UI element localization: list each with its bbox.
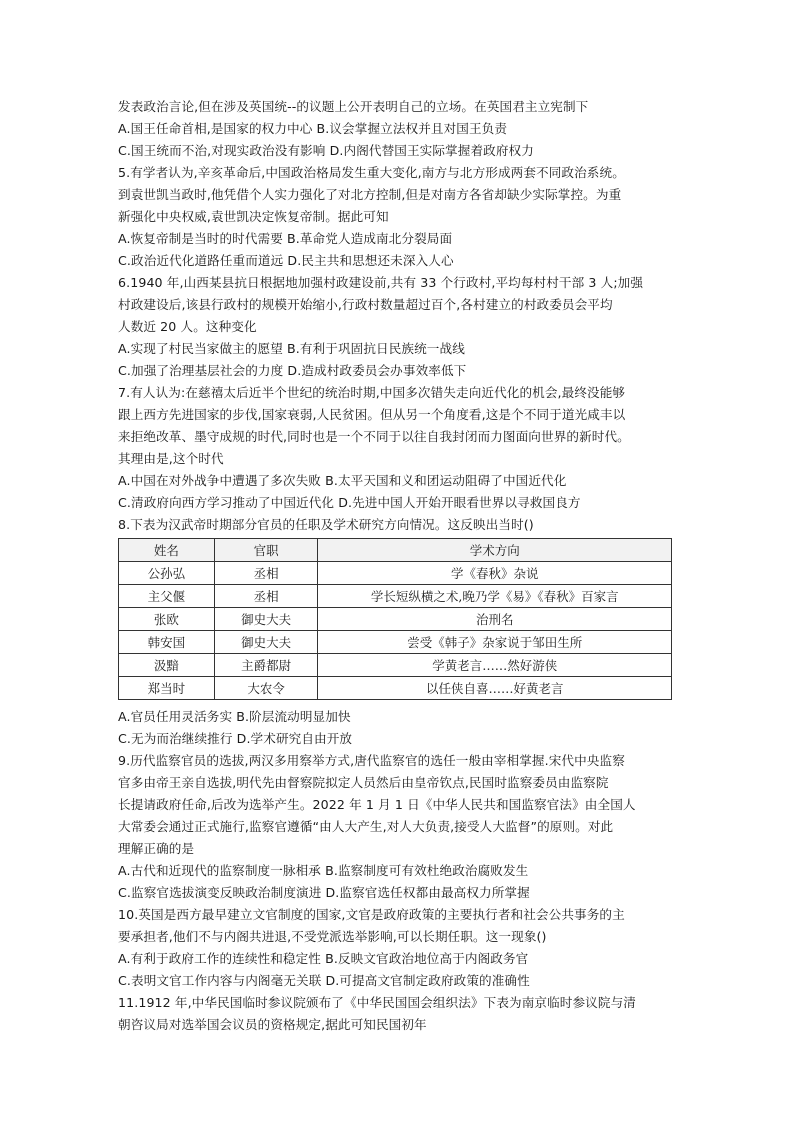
table-header-row [119, 539, 672, 562]
table-row [119, 631, 672, 654]
cell-academic: 学黄老言……然好游侠 [318, 654, 672, 677]
text-line: 官多由帝王亲自选拔,明代先由督察院拟定人员然后由皇帝钦点,民国时监察委员由监察院 [118, 775, 609, 790]
header-name: 姓名 [119, 539, 215, 562]
text-line: 朝咨议局对选举国会议员的资格规定,据此可知民国初年 [118, 1017, 427, 1032]
text-block-before-table [118, 96, 678, 536]
text-line: 5.有学者认为,辛亥革命后,中国政治格局发生重大变化,南方与北方形成两套不同政治系统。 [118, 165, 625, 180]
text-line: A.古代和近现代的监察制度一脉相承 B.监察制度可有效杜绝政治腐败发生 [118, 863, 529, 878]
table-row [119, 562, 672, 585]
text-line: C.加强了治理基层社会的力度 D.造成村政委员会办事效率低下 [118, 363, 467, 378]
cell-office: 丞相 [214, 585, 318, 608]
text-line: 来拒绝改革、墨守成规的时代,同时也是一个不同于以往自我封闭而力图面向世界的新时代。 [118, 429, 630, 444]
text-line: 要承担者,他们不与内阁共进退,不受党派选举影响,可以长期任职。这一现象() [118, 929, 547, 944]
cell-office: 主爵都尉 [214, 654, 318, 677]
text-line: 9.历代监察官员的选拔,两汉多用察举方式,唐代监察官的选任一般由宰相掌握.宋代中央监察 [118, 753, 625, 768]
text-line: 发表政治言论,但在涉及英国统--的议题上公开表明自己的立场。在英国君主立宪制下 [118, 99, 589, 114]
cell-name: 韩安国 [119, 631, 215, 654]
text-line: A.中国在对外战争中遭遇了多次失败 B.太平天国和义和团运动阻碍了中国近代化 [118, 473, 567, 488]
text-line: A.恢复帝制是当时的时代需要 B.革命党人造成南北分裂局面 [118, 231, 453, 246]
cell-name: 公孙弘 [119, 562, 215, 585]
cell-name: 郑当时 [119, 677, 215, 700]
text-line: C.国王统而不治,对现实政治没有影响 D.内阁代替国王实际掌握着政府权力 [118, 143, 534, 158]
table-row [119, 654, 672, 677]
document-page [118, 96, 678, 1036]
text-line: C.无为而治继续推行 D.学术研究自由开放 [118, 731, 353, 746]
text-line: 7.有人认为:在慈禧太后近半个世纪的统治时期,中国多次错失走向近代化的机会,最终没能够 [118, 385, 626, 400]
text-line: 村政建设后,该县行政村的规模开始缩小,行政村数量超过百个,各村建立的村政委员会平均 [118, 297, 613, 312]
text-line: 理解正确的是 [118, 841, 195, 856]
cell-office: 御史大夫 [214, 608, 318, 631]
cell-academic: 学《春秋》杂说 [318, 562, 672, 585]
text-line: A.官员任用灵活务实 B.阶层流动明显加快 [118, 709, 351, 724]
cell-name: 主父偃 [119, 585, 215, 608]
header-academic: 学术方向 [318, 539, 672, 562]
text-line: C.监察官选拔演变反映政治制度演进 D.监察官选任权都由最高权力所掌握 [118, 885, 530, 900]
text-line: 大常委会通过正式施行,监察官遵循“由人大产生,对人大负责,接受人大监督”的原则。对此 [118, 819, 614, 834]
cell-academic: 以任侠自喜……好黄老言 [318, 677, 672, 700]
text-line: 到袁世凯当政时,他凭借个人实力强化了对北方控制,但是对南方各省却缺少实际掌控。为重 [118, 187, 622, 202]
text-line: 其理由是,这个时代 [118, 451, 224, 466]
text-line: 跟上西方先进国家的步伐,国家衰弱,人民贫困。但从另一个角度看,这是个不同于道光咸丰以 [118, 407, 626, 422]
text-line: 11.1912 年,中华民国临时参议院颁布了《中华民国国会组织法》下表为南京临时参议院与清 [118, 995, 636, 1010]
text-line: C.政治近代化道路任重而道远 D.民主共和思想还未深入人心 [118, 253, 454, 268]
text-line: A.实现了村民当家做主的愿望 B.有利于巩固抗日民族统一战线 [118, 341, 465, 356]
cell-office: 御史大夫 [214, 631, 318, 654]
text-line: C.表明文官工作内容与内阁毫无关联 D.可提高文官制定政府政策的准确性 [118, 973, 530, 988]
text-line: 10.英国是西方最早建立文官制度的国家,文官是政府政策的主要执行者和社会公共事务的主 [118, 907, 625, 922]
text-line: C.清政府向西方学习推动了中国近代化 D.先进中国人开始开眼看世界以寻救国良方 [118, 495, 581, 510]
cell-academic: 治刑名 [318, 608, 672, 631]
text-line: A.有利于政府工作的连续性和稳定性 B.反映文官政治地位高于内阁政务官 [118, 951, 529, 966]
cell-office: 丞相 [214, 562, 318, 585]
text-block-after-table [118, 706, 678, 1036]
cell-office: 大农令 [214, 677, 318, 700]
text-line: 8.下表为汉武帝时期部分官员的任职及学术研究方向情况。这反映出当时() [118, 517, 534, 532]
table-row [119, 677, 672, 700]
text-line: 人数近 20 人。这种变化 [118, 319, 257, 334]
table-row [119, 585, 672, 608]
text-line: 6.1940 年,山西某县抗日根据地加强村政建设前,共有 33 个行政村,平均每村村干部 3 人;加强 [118, 275, 644, 290]
header-office: 官职 [214, 539, 318, 562]
text-line: A.国王任命首相,是国家的权力中心 B.议会掌握立法权并且对国王负责 [118, 121, 508, 136]
cell-academic: 学长短纵横之术,晚乃学《易》《春秋》百家言 [318, 585, 672, 608]
text-line: 新强化中央权威,袁世凯决定恢复帝制。据此可知 [118, 209, 389, 224]
officials-table [118, 538, 672, 700]
table-row [119, 608, 672, 631]
cell-name: 张欧 [119, 608, 215, 631]
cell-name: 汲黯 [119, 654, 215, 677]
text-line: 长提请政府任命,后改为选举产生。2022 年 1 月 1 日《中华人民共和国监察官法》由全国人 [118, 797, 636, 812]
cell-academic: 尝受《韩子》杂家说于邹田生所 [318, 631, 672, 654]
